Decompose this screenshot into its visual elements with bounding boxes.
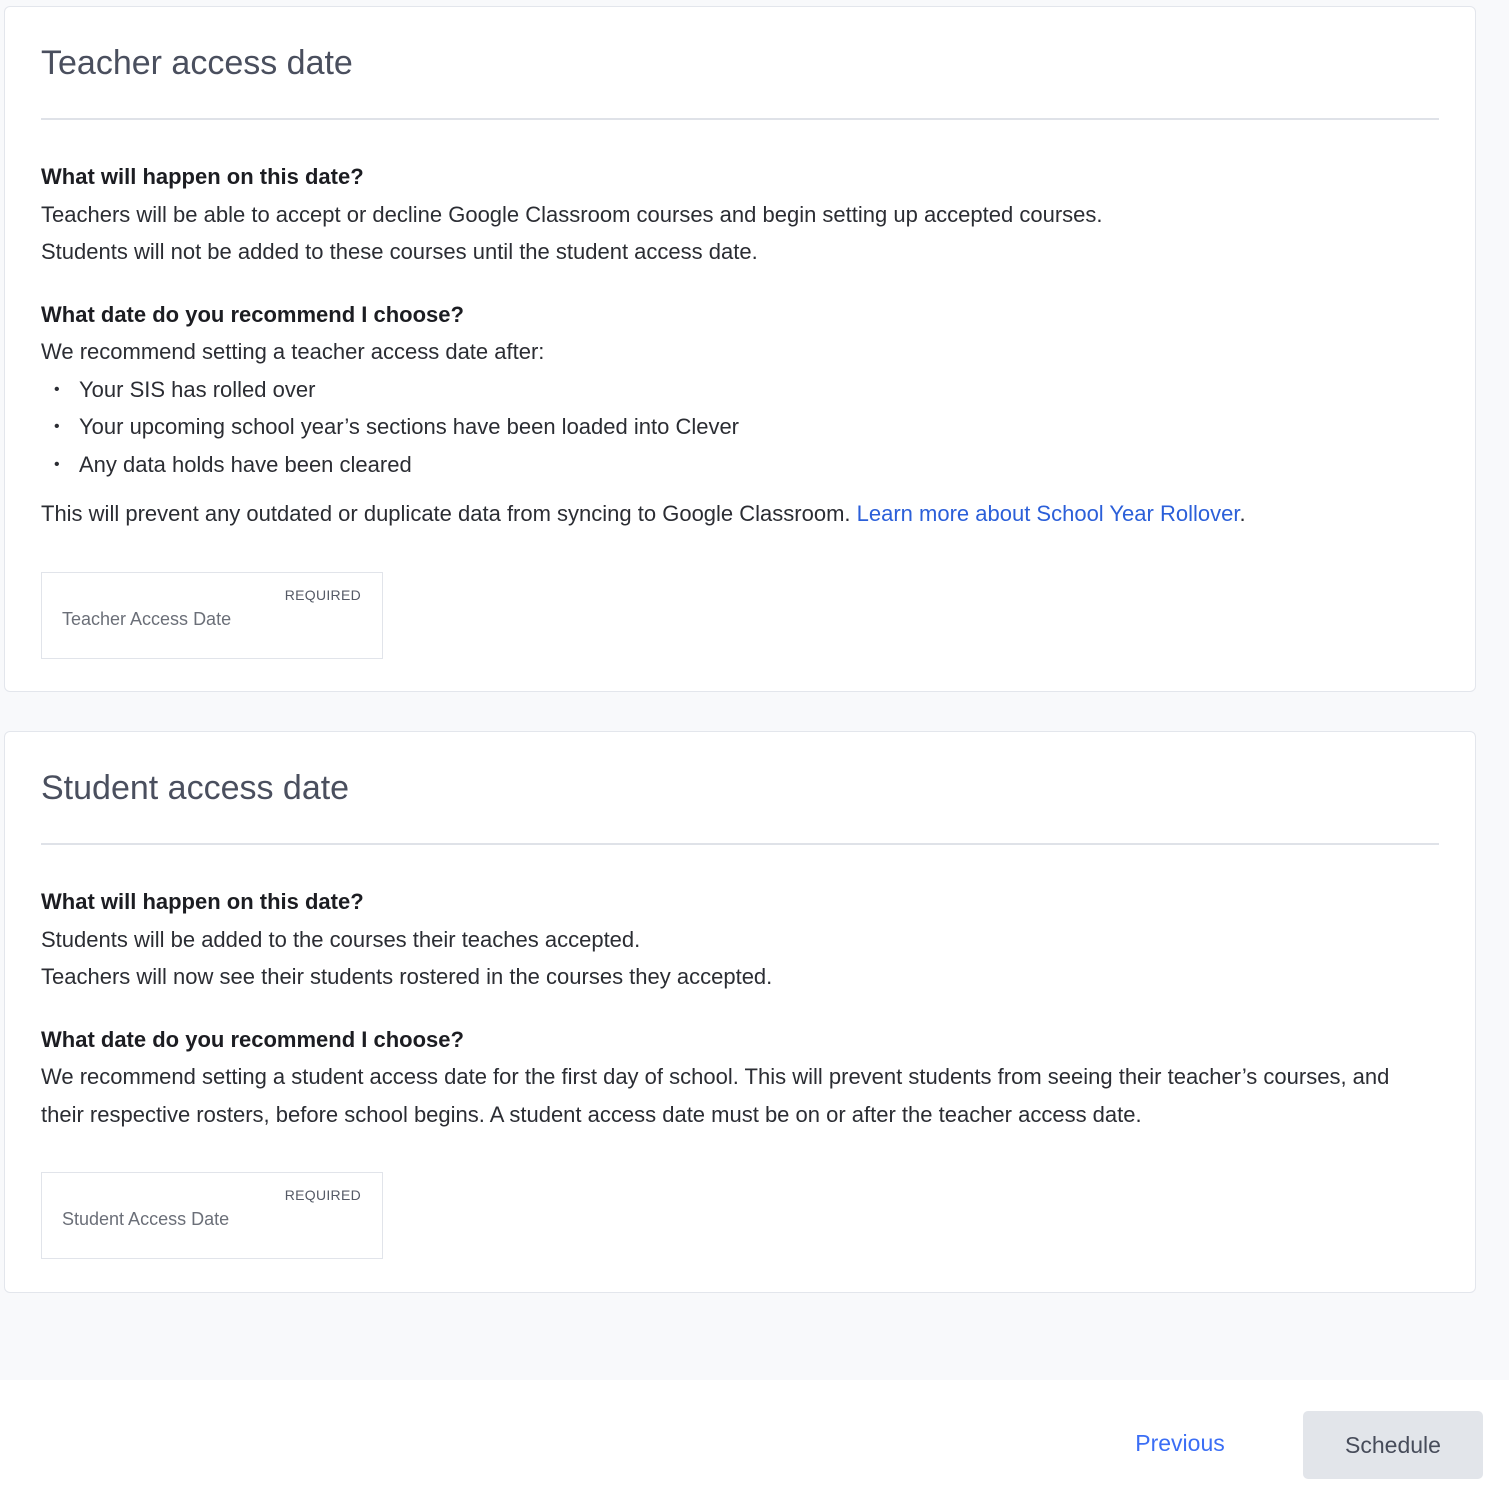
question-heading: What date do you recommend I choose? (41, 301, 464, 327)
schedule-button[interactable]: Schedule (1303, 1411, 1483, 1479)
required-label: REQUIRED (284, 1187, 361, 1203)
recommend-text: We recommend setting a student access date for the first day of school. This will prevent students from seeing their teacher’s courses, and their respective rosters, before school begins. A student access date must be on or after the teacher access date. (41, 1064, 1390, 1127)
question-heading: What date do you recommend I choose? (41, 1026, 464, 1052)
previous-button[interactable]: Previous (1110, 1430, 1250, 1457)
period: . (1239, 501, 1246, 526)
student-access-date-input[interactable] (41, 1172, 383, 1259)
answer-line: Teachers will be able to accept or decline Google Classroom courses and begin setting up accepted courses. (41, 201, 1103, 227)
question-heading: What will happen on this date? (41, 164, 364, 189)
prevent-note (41, 495, 1438, 533)
input-placeholder: Student Access Date (62, 1209, 230, 1229)
footer-bar (0, 1380, 1509, 1511)
student-access-card (4, 731, 1476, 1293)
question-heading: What will happen on this date? (41, 889, 364, 914)
section-title: Student access date (41, 769, 350, 807)
answer-line: Students will be added to the courses their teaches accepted. (41, 926, 641, 952)
list-item: • Any data holds have been cleared (41, 446, 1438, 484)
input-placeholder: Teacher Access Date (62, 608, 232, 629)
answer-line: Students will not be added to these courses until the student access date. (41, 239, 758, 264)
list-item: • Your SIS has rolled over (41, 371, 1438, 409)
recommend-list (41, 371, 1438, 484)
teacher-access-card (4, 6, 1476, 692)
learn-more-link[interactable]: Learn more about School Year Rollover (856, 501, 1240, 526)
prevent-text: This will prevent any outdated or duplicate data from syncing to Google Classroom. (41, 501, 857, 526)
section-title: Teacher access date (41, 44, 353, 82)
divider (41, 843, 1439, 845)
recommend-intro: We recommend setting a teacher access date after: (41, 339, 545, 364)
list-item: • Your upcoming school year’s sections have been loaded into Clever (41, 408, 1438, 446)
answer-line: Teachers will now see their students rostered in the courses they accepted. (41, 964, 773, 989)
required-label: REQUIRED (284, 586, 361, 603)
teacher-access-date-input[interactable] (41, 572, 383, 659)
divider (41, 118, 1439, 120)
